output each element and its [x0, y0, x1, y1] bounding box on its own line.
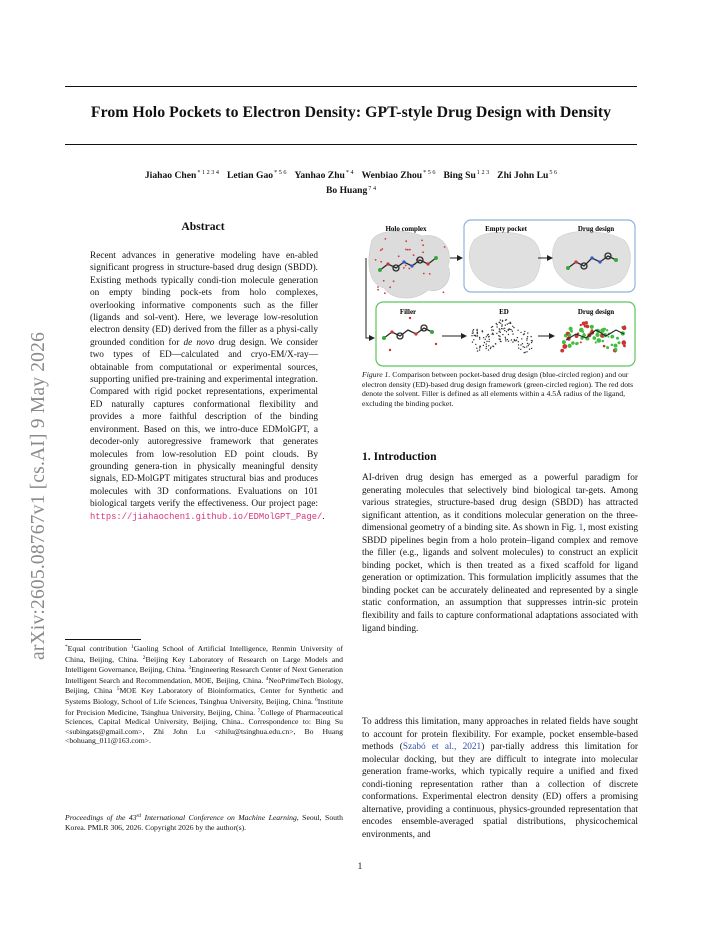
- citation-link[interactable]: Szabó et al., 2021: [402, 742, 482, 753]
- ed-point: [485, 339, 486, 340]
- ed-point: [502, 328, 503, 329]
- solvent-dot: [377, 289, 379, 291]
- ed-point: [510, 322, 511, 323]
- ed-point: [518, 348, 519, 349]
- ed-point: [473, 332, 474, 333]
- ed-point: [496, 333, 497, 334]
- ed-point: [526, 339, 527, 340]
- footnote-aff-4: NeoPrimeTech Biology, Beijing, China: [65, 675, 343, 696]
- ed-design-atom: [616, 337, 619, 340]
- intro-heading: 1. Introduction: [362, 450, 437, 463]
- ed-point: [488, 341, 489, 342]
- ed-point: [476, 330, 477, 331]
- footnote-aff-3: Engineering Research Center of Next Generation Intelligent Search and Recommendation, MOE, Beijing, China.: [65, 665, 343, 685]
- ed-point: [483, 337, 484, 338]
- ed-design-atom: [568, 344, 572, 348]
- ed-design-atom: [618, 341, 621, 344]
- ed-point: [496, 326, 497, 327]
- solvent-dot: [405, 249, 407, 251]
- ed-design-atom: [623, 345, 626, 348]
- ed-point: [531, 342, 532, 343]
- ed-point: [526, 346, 527, 347]
- solvent-dot: [405, 265, 407, 267]
- ed-design-atom: [582, 322, 586, 326]
- title-bottom-rule: [65, 144, 637, 145]
- author-name: Wenbiao Zhou$^{* 5 6}$: [361, 169, 436, 181]
- ed-point: [471, 335, 472, 336]
- ed-design-atom: [606, 346, 609, 349]
- ed-design-atom: [571, 341, 575, 345]
- ed-design-atom: [606, 329, 608, 331]
- footnote-equal: Equal contribution: [67, 644, 132, 653]
- ed-point: [476, 348, 477, 349]
- ed-point: [486, 346, 487, 347]
- ed-point: [505, 320, 506, 321]
- label-empty-pocket: Empty pocket: [485, 225, 527, 233]
- ed-point: [477, 333, 478, 334]
- solvent-dot: [383, 280, 385, 282]
- ed-point: [517, 330, 518, 331]
- abstract-body: [90, 250, 325, 523]
- caption-text: Comparison between pocket-based drug design (blue-circled region) and our electron density (ED)-based drug design framework (green-circled region). The red dots denote the solvent. Filler is defined as all elements within a 4.5Å radius of the ligand, excluding the binding pocket.: [362, 370, 634, 408]
- abstract-text-1: Recent advances in generative modeling have en-abled significant progress in structure-based drug design (SBDD). Existing methods typically condi-tion molecule generation on empty binding pock-ets from holo complexes, overlooking informative components such as the filler (ligands and sol-vent). Here, we leverage low-resolution electron density (ED) derived from the filler as a physi-cally grounded condition for: [90, 251, 318, 348]
- ed-point: [486, 348, 487, 349]
- ed-point: [479, 349, 480, 350]
- ed-point: [500, 332, 501, 333]
- ed-point: [488, 345, 489, 346]
- author-name: Zhi John $Lu^{5 6}$: [497, 169, 558, 181]
- solvent-dot: [407, 249, 409, 251]
- ed-point: [488, 336, 489, 337]
- ed-point: [518, 341, 519, 342]
- ed-point: [512, 341, 513, 342]
- ed-point: [520, 344, 521, 345]
- ed-point: [513, 327, 514, 328]
- author-name: Bo Huang$^{7 4}$: [325, 184, 377, 196]
- solvent-dot: [389, 286, 391, 288]
- ed-point: [501, 326, 502, 327]
- ed-point: [527, 343, 528, 344]
- pocket-design-blob: [552, 231, 630, 288]
- ed-point: [499, 336, 500, 337]
- label-drug-design-top: Drug design: [577, 225, 615, 233]
- footnote-aff-5: MOE Key Laboratory of Bioinformatics, Center for Synthetic and Systems Biology, School of Life Sciences, Tsinghua University, Beijing, China.: [65, 686, 344, 706]
- solvent-dot: [422, 251, 424, 253]
- figure-1: [362, 218, 637, 368]
- solvent-dot: [429, 273, 431, 275]
- author-name: Letian Gao$^{* 5 6}$: [226, 169, 287, 181]
- ed-point: [477, 335, 478, 336]
- ed-point: [472, 341, 473, 342]
- proc-part1: Proceedings of the 43: [65, 813, 137, 822]
- ed-design-atom: [562, 340, 566, 344]
- ed-point: [489, 339, 490, 340]
- ed-point: [523, 334, 524, 335]
- solvent-dot: [421, 240, 423, 242]
- solvent-dot: [384, 292, 386, 294]
- ed-point: [510, 329, 511, 330]
- solvent-dot: [398, 255, 400, 257]
- ed-point: [506, 331, 507, 332]
- solvent-dot: [405, 240, 407, 242]
- solvent-dot: [385, 238, 387, 240]
- ed-point: [492, 326, 493, 327]
- ed-point: [508, 334, 509, 335]
- ed-design-atom: [597, 338, 602, 343]
- ed-point: [520, 332, 521, 333]
- solvent-dot: [408, 268, 410, 270]
- ed-point: [490, 348, 491, 349]
- abstract-text-2: drug design. We consider two types of ED—calculated and cryo-EM/X-ray—obtainable from computational or experimental sources, supporting unified pre-training and experimental integration. Compared with rigid pocket representations, experimental ED naturally captures conformational flexibility and provides a more faithful description of the binding environment. Based on this, we intro-duce EDMolGPT, a decoder-only autoregressive framework that generates molecules from low-resolution ED point clouds. By grounding genera-tion in physically meaningful density signals, ED-MolGPT mitigates structural bias and produces molecules with 3D conformations. Evaluations on 101 biological targets verify the effectiveness. Our project page:: [90, 337, 319, 510]
- author-affiliation-marks: 1 2 3: [476, 169, 490, 176]
- ed-point: [500, 341, 501, 342]
- ed-point: [475, 344, 476, 345]
- ed-point: [531, 348, 532, 349]
- intro-p2-a: To address this limitation, many approaches in related fields have sought to account for protein flexibility. For example, pocket ensemble-based methods (: [362, 717, 638, 753]
- ed-point: [526, 338, 527, 339]
- page-number: 1: [357, 862, 363, 872]
- ed-point: [502, 334, 503, 335]
- ed-point: [501, 328, 502, 329]
- ed-point: [526, 351, 527, 352]
- empty-pocket-blob: [469, 232, 540, 288]
- footnote-rule: [65, 639, 141, 640]
- ed-design-atom: [570, 330, 573, 333]
- solvent-dot: [380, 249, 382, 251]
- author-affiliation-marks: * 1 2 3 4: [197, 169, 219, 176]
- ed-point: [531, 340, 532, 341]
- ed-point: [479, 338, 480, 339]
- ed-point: [491, 329, 492, 330]
- ed-point: [505, 338, 506, 339]
- intro-p2-b: ) par-tially address this limitation for molecular docking, but they are difficult to integrate into molecular generation frame-works, which typically require a unified and fixed condi-tioning representation rather than a collection of discrete conformations. Experimental electron density (ED) offers a promising alternative, providing a continuous, physics-grounded representation that encodes ensemble-averaged spatial distributions, physicochemical environments, and: [362, 742, 638, 840]
- ed-point: [499, 339, 500, 340]
- ed-design-atom: [593, 336, 597, 340]
- ed-point: [490, 347, 491, 348]
- ed-point: [496, 323, 497, 324]
- solvent-dot: [377, 286, 379, 288]
- ed-point: [512, 331, 513, 332]
- ed-point: [484, 342, 485, 343]
- ed-point: [486, 343, 487, 344]
- ed-point: [505, 340, 506, 341]
- proc-part3: , Seoul, South Korea. PMLR 306, 2026. Copyright 2026 by the author(s).: [65, 813, 343, 832]
- proc-part2: International Conference on Machine Learning: [141, 813, 297, 822]
- ed-design-atom: [590, 325, 594, 329]
- ed-point: [477, 350, 478, 351]
- ed-point: [521, 338, 522, 339]
- ed-point: [472, 330, 473, 331]
- intro-p1-a: AI-driven drug design has emerged as a powerful paradigm for generating molecules that selectively bind biological tar-gets. Among various strategies, structure-based drug design (SBDD) has attracted significant attention, as it conditions molecular generation on the three-dimensional geometry of a binding site. As shown in Fig.: [362, 473, 638, 534]
- ed-design-result: [560, 321, 626, 352]
- ed-design-atom: [614, 344, 618, 348]
- ed-point: [507, 339, 508, 340]
- footnote-aff-2: Beijing Key Laboratory of Research on Large Models and Intelligent Governance, Beijing, China.: [65, 654, 343, 675]
- ed-point: [524, 347, 525, 348]
- ed-point: [508, 323, 509, 324]
- ed-design-atom: [562, 344, 567, 349]
- solvent-dot: [443, 291, 445, 293]
- author-name: Bing $Su^{1 2 3}$: [443, 169, 490, 181]
- ed-design-atom: [604, 328, 607, 331]
- author-affiliation-marks: 7 4: [368, 184, 377, 192]
- ed-design-atom: [560, 349, 564, 353]
- intro-paragraph-2: [362, 716, 638, 841]
- ed-point: [505, 337, 506, 338]
- footnote-aff-6: Institute for Precision Medicine, Tsinghua University, Beijing, China.: [65, 696, 343, 717]
- ed-design-atom: [614, 348, 617, 351]
- author-name: Jiahao Chen$^{* 1 2 3 4}$: [144, 169, 219, 181]
- affiliations-footnote: *Equal contribution $^1$Gaoling School of Artificial Intelligence, Renmin University of China, Beijing, China. $^2$Beijing Key Laboratory of Research on Large Models and Intelligent Governance, Beijing, China. $^3$Engineering Research Center of Next Generation Intelligent Search and Recommendation, MOE, Beijing, China. $^4$NeoPrimeTech Biology, Beijing, China $^5$MOE Key Laboratory of Bioinformatics, Center for Synthetic and Systems Biology, School of Life Sciences, Tsinghua University, Beijing, China. $^6$Institute for Precision Medicine, Tsinghua University, Beijing, China. $^7$College of Pharmaceutical Sciences, Capital Medical University, Beijing, China.. Correspondence to: Bing Su <subingats@gmail.com>, Zhi John Lu <zhilu@tsinghua.edu.cn>, Bo Huang <bohuang_011@163.com>.: [65, 644, 344, 746]
- footnote-aff-7: College of Pharmaceutical Sciences, Capital Medical University, Beijing, China.. Correspondence to: Bing Su <subingats@gmail.com>, Zhi John Lu <zhilu@tsinghua.edu.cn>, Bo Huang <bohuang_011@163.com>.: [65, 707, 343, 746]
- ed-point: [500, 323, 501, 324]
- ed-point: [509, 329, 510, 330]
- ed-point: [508, 341, 509, 342]
- ed-point: [527, 336, 528, 337]
- ed-point: [488, 349, 489, 350]
- solvent-dot: [409, 249, 411, 251]
- ed-design-atom: [580, 341, 582, 343]
- ed-point: [482, 330, 483, 331]
- ed-point: [483, 345, 484, 346]
- label-holo-complex: Holo complex: [385, 225, 427, 233]
- ed-point: [523, 346, 524, 347]
- solvent-dot: [375, 259, 377, 261]
- arxiv-stamp[interactable]: arXiv:2605.08767v1 [cs.AI] 9 May 2026: [28, 331, 49, 660]
- ed-point: [498, 335, 499, 336]
- ed-design-atom: [595, 341, 597, 343]
- ed-design-atom: [607, 336, 609, 338]
- ed-point-cloud: [471, 319, 533, 353]
- ed-design-atom: [602, 340, 605, 343]
- caption-label: Figure 1.: [362, 370, 391, 379]
- solvent-dot: [403, 267, 405, 269]
- ed-point: [499, 322, 500, 323]
- label-filler: Filler: [399, 308, 417, 316]
- ed-point: [480, 346, 481, 347]
- ed-point: [486, 336, 487, 337]
- author-affiliation-marks: * 4: [345, 169, 354, 176]
- ed-point: [501, 324, 502, 325]
- ed-point: [493, 330, 494, 331]
- ed-point: [524, 331, 525, 332]
- label-drug-design-bottom: Drug design: [577, 308, 615, 316]
- ed-design-atom: [595, 333, 599, 337]
- ed-point: [518, 344, 519, 345]
- solvent-dot: [413, 254, 415, 256]
- author-list: [65, 166, 637, 197]
- solvent-dot: [393, 280, 395, 282]
- ed-design-atom: [580, 324, 582, 326]
- ed-point: [517, 337, 518, 338]
- ed-point: [493, 334, 494, 335]
- ed-point: [473, 339, 474, 340]
- intro-paragraph-1: [362, 472, 638, 635]
- ed-design-atom: [611, 344, 614, 347]
- ed-point: [486, 341, 487, 342]
- ed-design-atom: [603, 345, 606, 348]
- project-page-link[interactable]: https://jiahaochen1.github.io/EDMolGPT_Page/: [90, 511, 323, 522]
- ed-point: [504, 330, 505, 331]
- ed-point: [514, 339, 515, 340]
- top-rule: [65, 86, 637, 87]
- ed-design-atom: [610, 335, 614, 339]
- ed-point: [520, 349, 521, 350]
- author-affiliation-marks: 5 6: [549, 169, 558, 176]
- ed-point: [477, 332, 478, 333]
- ed-point: [499, 328, 500, 329]
- solvent-dot: [422, 244, 424, 246]
- ed-design-atom: [575, 342, 578, 345]
- ed-point: [475, 335, 476, 336]
- ed-point: [479, 347, 480, 348]
- ed-point: [507, 324, 508, 325]
- author-name: Yanhao Zhu$^{* 4}$: [294, 169, 354, 181]
- ed-point: [512, 326, 513, 327]
- figure-caption: [362, 370, 638, 408]
- ed-point: [493, 346, 494, 347]
- proc-sup: rd: [136, 813, 142, 819]
- ed-point: [492, 333, 493, 334]
- solvent-dot: [423, 273, 425, 275]
- ed-point: [487, 334, 488, 335]
- ed-point: [529, 349, 530, 350]
- ed-design-atom: [622, 326, 626, 330]
- abstract-heading: Abstract: [181, 220, 225, 233]
- ed-point: [495, 343, 496, 344]
- intro-p1-b: , most existing SBDD pipelines begin from a holo protein–ligand complex and remove the filler (e.g., ligands and solvent molecules) to construct an explicit binding pocket, which is then treated as a fixed scaffold for ligand generation or optimization. This formulation implicitly assumes that the binding pocket can be accurately delineated and represented by a single static conformation, an assumption that suppresses intrin-sic protein flexibility and fails to capture conformational adaptations associated with ligand binding.: [362, 523, 638, 634]
- ed-point: [479, 337, 480, 338]
- ed-design-atom: [582, 331, 584, 333]
- ed-point: [531, 336, 532, 337]
- solvent-dot: [380, 261, 382, 263]
- figure-ref-link[interactable]: 1: [578, 523, 584, 534]
- ed-point: [524, 352, 525, 353]
- ed-point: [516, 339, 517, 340]
- paper-title: From Holo Pockets to Electron Density: GPT-style Drug Design with Density: [90, 104, 612, 121]
- ed-point: [512, 333, 513, 334]
- abstract-italic: de novo: [183, 337, 215, 348]
- ed-point: [527, 332, 528, 333]
- solvent-dot: [381, 248, 383, 250]
- ed-point: [522, 343, 523, 344]
- proceedings-note: [65, 812, 343, 832]
- ed-point: [511, 339, 512, 340]
- ed-point: [504, 328, 505, 329]
- ed-point: [473, 329, 474, 330]
- footnote-aff-1: Gaoling School of Artificial Intelligence, Renmin University of China, Beijing, China.: [65, 644, 343, 664]
- ed-point: [505, 325, 506, 326]
- ed-point: [528, 343, 529, 344]
- solvent-dot: [444, 246, 446, 248]
- ed-point: [528, 345, 529, 346]
- abstract-text-end: .: [322, 511, 325, 522]
- ed-design-atom: [568, 334, 571, 337]
- author-affiliation-marks: * 5 6: [423, 169, 436, 176]
- ed-point: [508, 330, 509, 331]
- ed-point: [500, 319, 501, 320]
- ed-point: [502, 321, 503, 322]
- author-affiliation-marks: * 5 6: [274, 169, 287, 176]
- ed-design-atom: [586, 325, 590, 329]
- label-ed: ED: [499, 308, 509, 316]
